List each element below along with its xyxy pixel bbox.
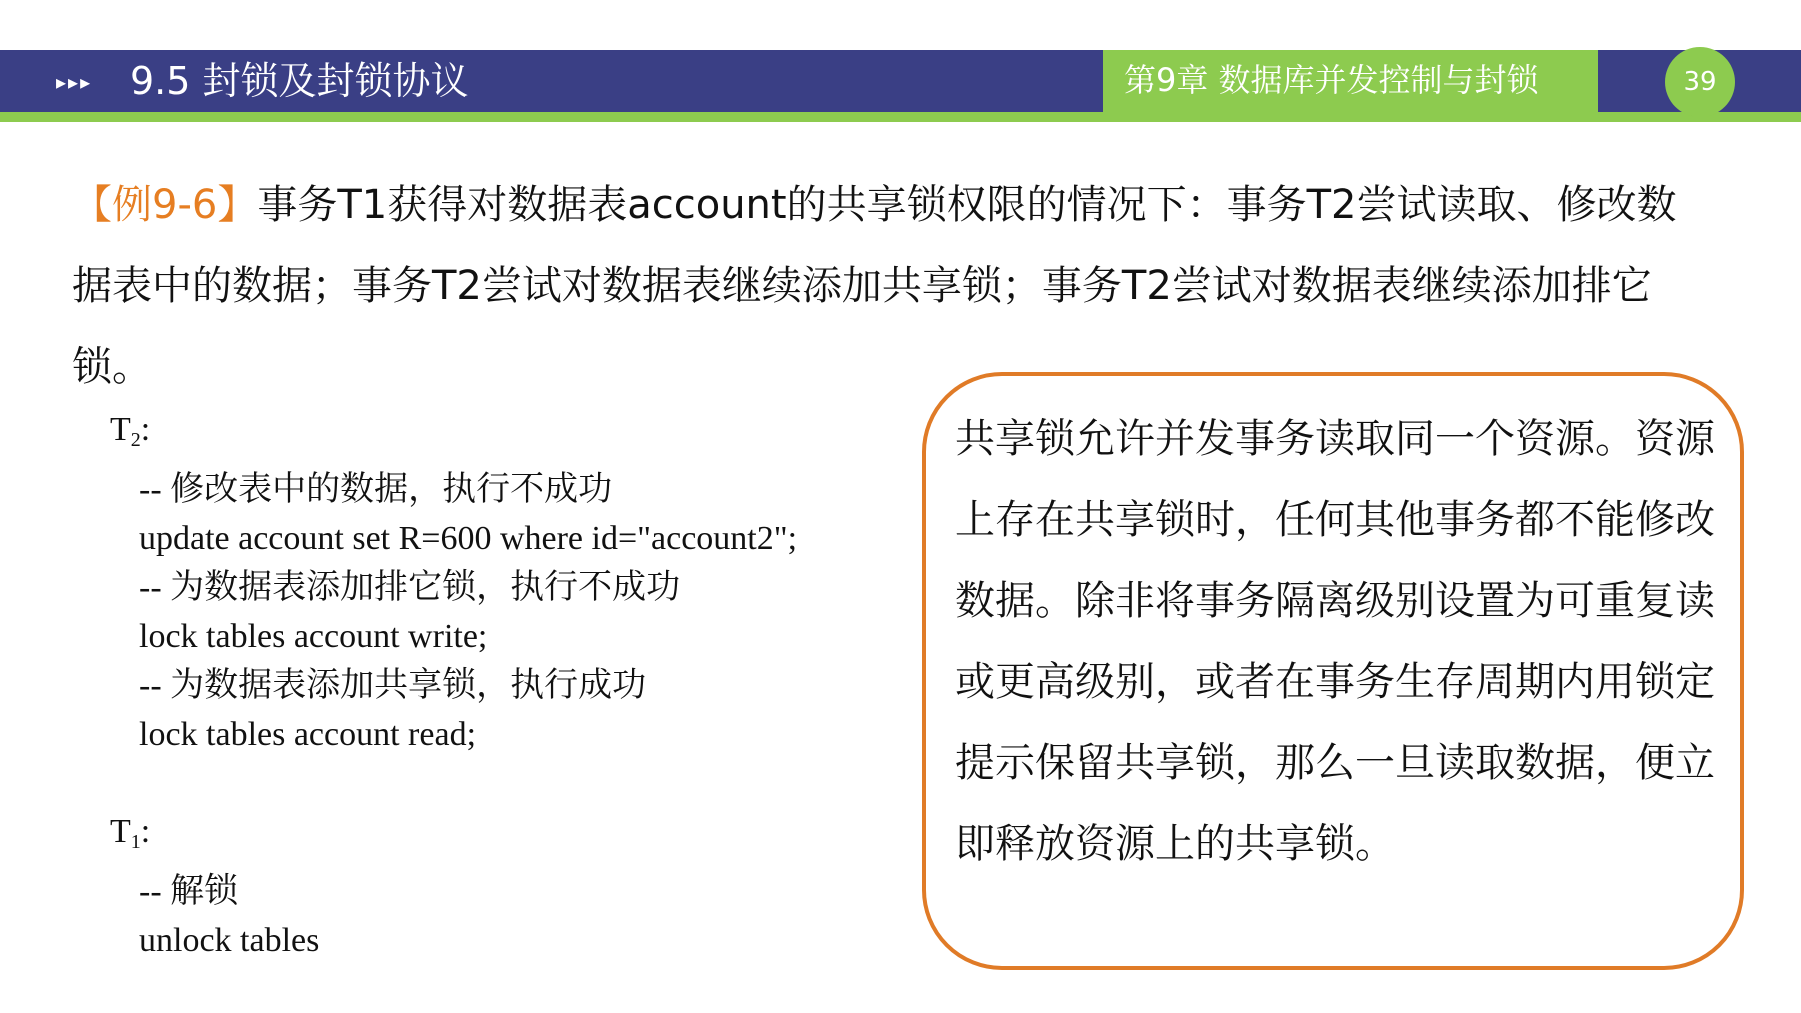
code-line: -- 解锁 bbox=[139, 873, 239, 910]
code-line: -- 为数据表添加排它锁，执行不成功 bbox=[139, 569, 681, 606]
page-number: 39 bbox=[1665, 47, 1735, 117]
example-tag-close: 】 bbox=[217, 182, 258, 228]
code-line: unlock tables bbox=[139, 922, 320, 959]
code-label-t1: $T_1$: bbox=[110, 813, 151, 853]
code-line: -- 修改表中的数据，执行不成功 bbox=[139, 471, 613, 508]
code-line: -- 为数据表添加共享锁，执行成功 bbox=[139, 667, 647, 704]
code-line: update account set R=600 where id="account2"; bbox=[139, 520, 798, 557]
section-arrows-icon: ▸▸▸ bbox=[56, 70, 93, 94]
section-title: 9.5 封锁及封锁协议 bbox=[130, 59, 469, 103]
example-tag-open: 【 bbox=[72, 182, 112, 228]
example-text: 事务T1获得对数据表account的共享锁权限的情况下：事务T2尝试读取、修改数据表中的数据；事务T2尝试对数据表继续添加共享锁；事务T2尝试对数据表继续添加排它锁。 bbox=[72, 182, 1677, 390]
code-line: lock tables account write; bbox=[139, 618, 488, 655]
example-tag-label: 例9-6 bbox=[112, 182, 218, 228]
code-label-t2: $T_2$: bbox=[110, 411, 151, 451]
note-text: 共享锁允许并发事务读取同一个资源。资源上存在共享锁时，任何其他事务都不能修改数据。除非将事务隔离级别设置为可重复读或更高级别，或者在事务生存周期内用锁定提示保留共享锁，那么一旦读取数据，便立即释放资源上的共享锁。 bbox=[955, 416, 1715, 867]
chapter-title: 第9章 数据库并发控制与封锁 bbox=[1124, 61, 1539, 99]
code-block-t2 bbox=[110, 405, 797, 759]
header-underline bbox=[0, 112, 1801, 122]
code-block-t1 bbox=[110, 807, 319, 965]
code-line: lock tables account read; bbox=[139, 716, 477, 753]
